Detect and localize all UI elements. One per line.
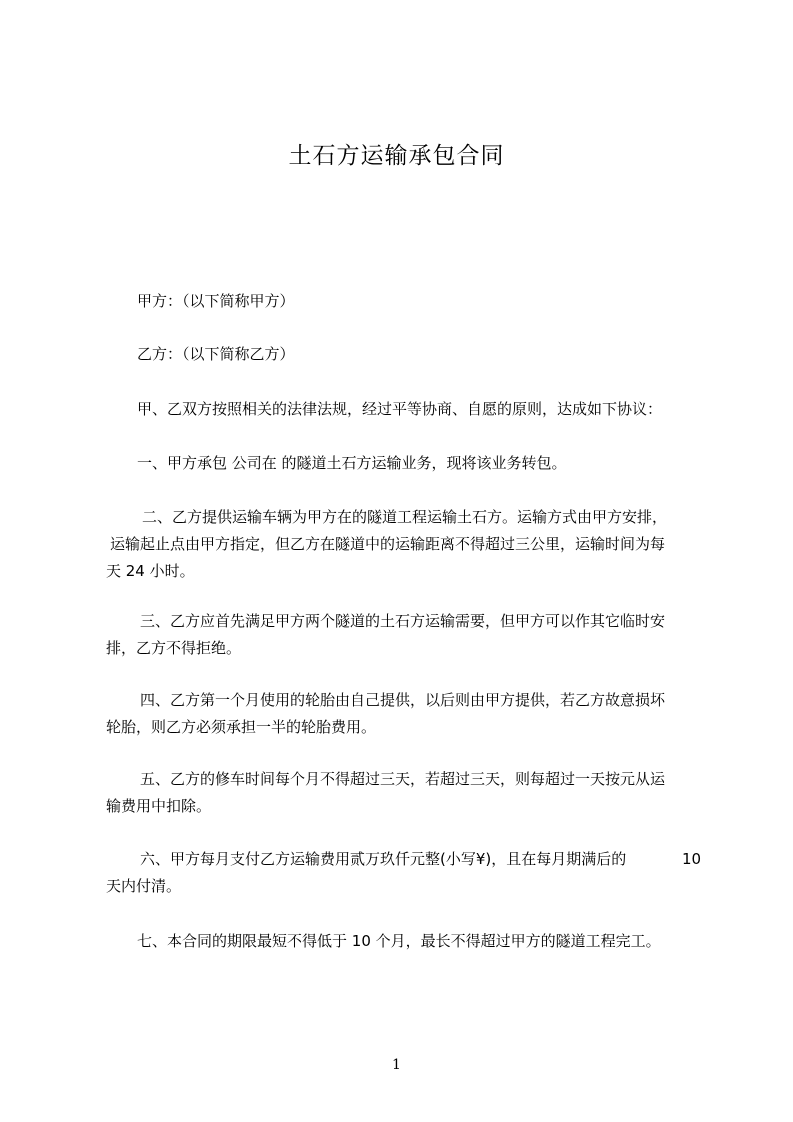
clause-7-text: 七、本合同的期限最短不得低于 10 个月，最长不得超过甲方的隧道工程完工。	[137, 932, 661, 950]
clause-4-line-1: 四、乙方第一个月使用的轮胎由自己提供，以后则由甲方提供，若乙方故意损坏	[140, 691, 666, 709]
clause-6-line-1	[106, 846, 700, 873]
party-b-line	[137, 341, 731, 368]
clause-2	[106, 504, 700, 585]
clause-3-line-1: 三、乙方应首先满足甲方两个隧道的土石方运输需要，但甲方可以作其它临时安	[140, 612, 666, 630]
clause-4-line-2: 轮胎，则乙方必须承担一半的轮胎费用。	[106, 718, 377, 736]
clause-6	[106, 846, 700, 900]
party-a-text: 甲方：（以下简称甲方）	[137, 292, 295, 310]
clause-1-text: 一、甲方承包 公司在 的隧道土石方运输业务，现将该业务转包。	[137, 454, 567, 472]
clause-5-line-1: 五、乙方的修车时间每个月不得超过三天，若超过三天，则每超过一天按元从运	[140, 770, 666, 788]
clause-5	[106, 766, 700, 820]
clause-7	[137, 928, 731, 955]
clause-2-line-3: 天 24 小时。	[106, 562, 195, 580]
party-b-text: 乙方：（以下简称乙方）	[137, 345, 295, 363]
clause-2-line-2: 运输起止点由甲方指定，但乙方在隧道中的运输距离不得超过三公里，运输时间为每	[110, 535, 666, 553]
party-a-line	[137, 288, 731, 315]
intro-text: 甲、乙双方按照相关的法律法规，经过平等协商、自愿的原则，达成如下协议：	[137, 400, 663, 418]
clause-3-line-2: 排，乙方不得拒绝。	[106, 639, 242, 657]
clause-6-days-number: 10	[682, 850, 702, 868]
clause-2-line-1: 二、乙方提供运输车辆为甲方在的隧道工程运输土石方。运输方式由甲方安排，	[142, 508, 668, 526]
clause-1	[137, 450, 731, 477]
intro-paragraph	[137, 396, 731, 423]
clause-6-line-2: 天内付清。	[106, 877, 182, 895]
clause-3	[106, 608, 700, 662]
clause-5-line-2: 输费用中扣除。	[106, 797, 212, 815]
clause-4	[106, 687, 700, 741]
clause-6-line-1-text: 六、甲方每月支付乙方运输费用贰万玖仟元整(小写¥)，且在每月期满后的	[140, 850, 627, 868]
contract-title: 土石方运输承包合同	[288, 143, 505, 169]
page-number: 1	[392, 1057, 401, 1073]
